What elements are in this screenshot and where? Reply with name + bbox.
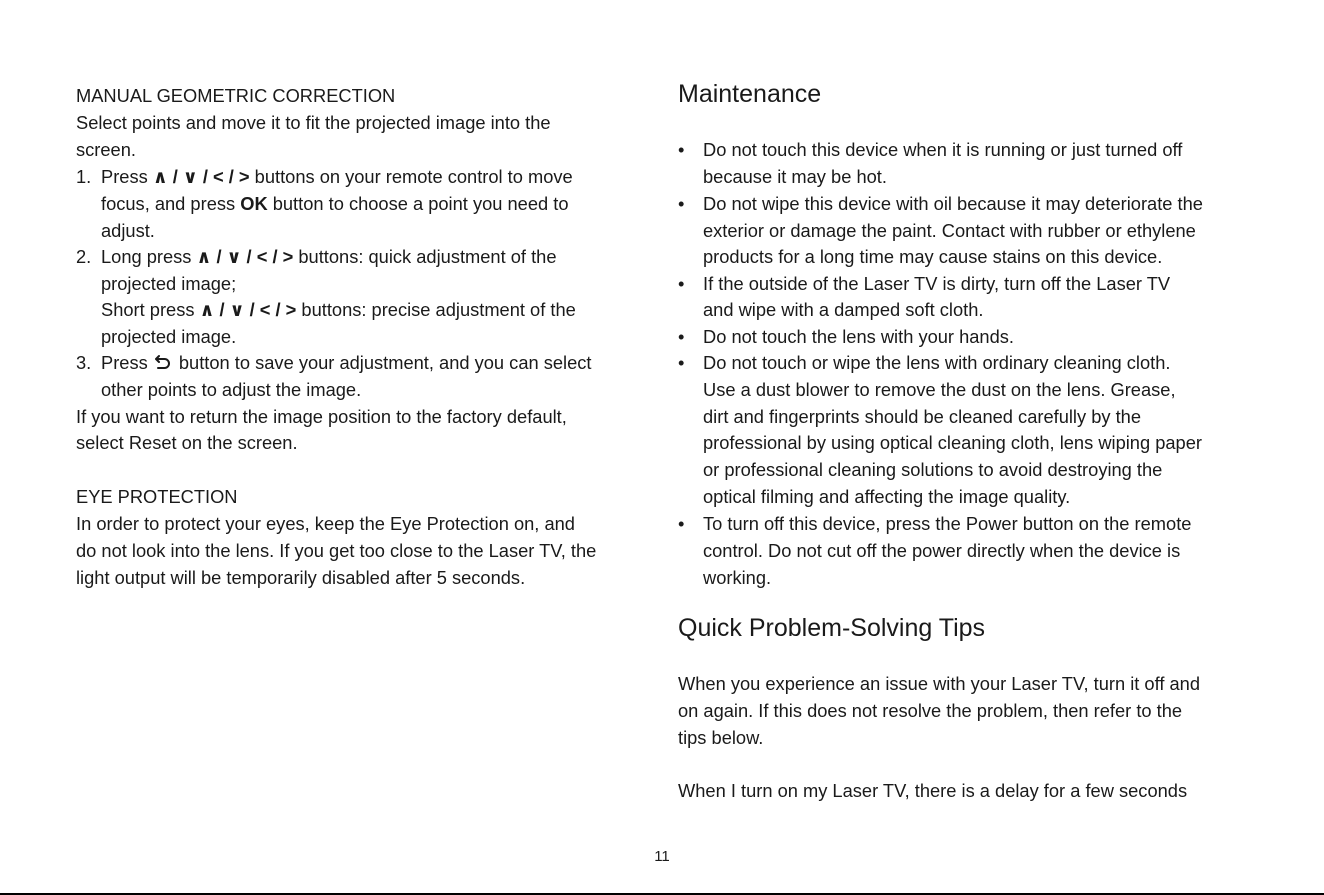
- maintenance-item-5-line-5: or professional cleaning solutions to avoid destroying the: [703, 459, 1163, 480]
- step-3-line-1: Press button to save your adjustment, and you can select: [101, 352, 592, 373]
- maintenance-item-6-line-3: working.: [703, 567, 772, 588]
- heading-maintenance: Maintenance: [678, 80, 822, 108]
- bullet: •: [678, 326, 685, 347]
- step-2-number: 2.: [76, 246, 92, 267]
- page-number: 11: [654, 848, 670, 865]
- step-2-line-1: Long press ∧ / ∨ / < / > buttons: quick adjustment of the: [101, 246, 557, 267]
- manual-intro-line-1: Select points and move it to fit the projected image into the: [76, 112, 551, 133]
- bullet: •: [678, 193, 685, 214]
- maintenance-item-3-line-1: If the outside of the Laser TV is dirty, turn off the Laser TV: [703, 273, 1171, 294]
- step-3-number: 3.: [76, 352, 92, 373]
- maintenance-item-5-line-1: Do not touch or wipe the lens with ordinary cleaning cloth.: [703, 352, 1171, 373]
- maintenance-item-6-line-2: control. Do not cut off the power directly when the device is: [703, 540, 1181, 561]
- maintenance-item-5-line-3: dirt and fingerprints should be cleaned carefully by the: [703, 406, 1142, 427]
- manual-intro-line-2: screen.: [76, 139, 136, 160]
- arrow-keys-label: ∧ / ∨ / < / >: [199, 299, 297, 320]
- bullet: •: [678, 352, 685, 373]
- heading-quick-problem-solving-tips: Quick Problem-Solving Tips: [678, 614, 986, 642]
- section-title-eye-protection: EYE PROTECTION: [76, 486, 238, 507]
- maintenance-item-6-line-1: To turn off this device, press the Power button on the remote: [703, 513, 1192, 534]
- reset-line-1: If you want to return the image position to the factory default,: [76, 406, 567, 427]
- maintenance-item-3-line-2: and wipe with a damped soft cloth.: [703, 299, 984, 320]
- step-3-line-2: other points to adjust the image.: [101, 379, 362, 400]
- maintenance-item-5-line-2: Use a dust blower to remove the dust on the lens. Grease,: [703, 379, 1176, 400]
- maintenance-item-4-line-1: Do not touch the lens with your hands.: [703, 326, 1014, 347]
- bullet: •: [678, 139, 685, 160]
- tips-paragraph-1-line-2: on again. If this does not resolve the problem, then refer to the: [678, 700, 1183, 721]
- step-1-line-1: Press ∧ / ∨ / < / > buttons on your remote control to move: [101, 166, 573, 187]
- step-1-line-2: focus, and press OK button to choose a point you need to: [101, 193, 569, 214]
- maintenance-item-2-line-1: Do not wipe this device with oil because it may deteriorate the: [703, 193, 1203, 214]
- maintenance-item-2-line-3: products for a long time may cause stains on this device.: [703, 246, 1163, 267]
- tips-paragraph-2-line-1: When I turn on my Laser TV, there is a delay for a few seconds: [678, 780, 1188, 801]
- tips-paragraph-1-line-3: tips below.: [678, 727, 764, 748]
- maintenance-item-1-line-1: Do not touch this device when it is running or just turned off: [703, 139, 1183, 160]
- step-1-number: 1.: [76, 166, 92, 187]
- tips-paragraph-1-line-1: When you experience an issue with your Laser TV, turn it off and: [678, 673, 1200, 694]
- return-icon: [155, 354, 171, 370]
- maintenance-item-5-line-6: optical filming and affecting the image quality.: [703, 486, 1071, 507]
- bullet: •: [678, 273, 685, 294]
- maintenance-item-5-line-4: professional by using optical cleaning cloth, lens wiping paper: [703, 432, 1202, 453]
- step-2-line-4: projected image.: [101, 326, 237, 347]
- ok-key-label: OK: [240, 193, 268, 214]
- section-title-manual-geometric-correction: MANUAL GEOMETRIC CORRECTION: [76, 85, 396, 106]
- arrow-keys-label: ∧ / ∨ / < / >: [152, 166, 250, 187]
- eye-line-3: light output will be temporarily disabled after 5 seconds.: [76, 567, 526, 588]
- eye-line-2: do not look into the lens. If you get too close to the Laser TV, the: [76, 540, 597, 561]
- eye-line-1: In order to protect your eyes, keep the Eye Protection on, and: [76, 513, 575, 534]
- maintenance-item-2-line-2: exterior or damage the paint. Contact with rubber or ethylene: [703, 220, 1196, 241]
- step-2-line-3: Short press ∧ / ∨ / < / > buttons: precise adjustment of the: [101, 299, 576, 320]
- reset-line-2: select Reset on the screen.: [76, 432, 298, 453]
- bullet: •: [678, 513, 685, 534]
- arrow-keys-label: ∧ / ∨ / < / >: [196, 246, 294, 267]
- step-1-line-3: adjust.: [101, 220, 155, 241]
- maintenance-item-1-line-2: because it may be hot.: [703, 166, 887, 187]
- step-2-line-2: projected image;: [101, 273, 237, 294]
